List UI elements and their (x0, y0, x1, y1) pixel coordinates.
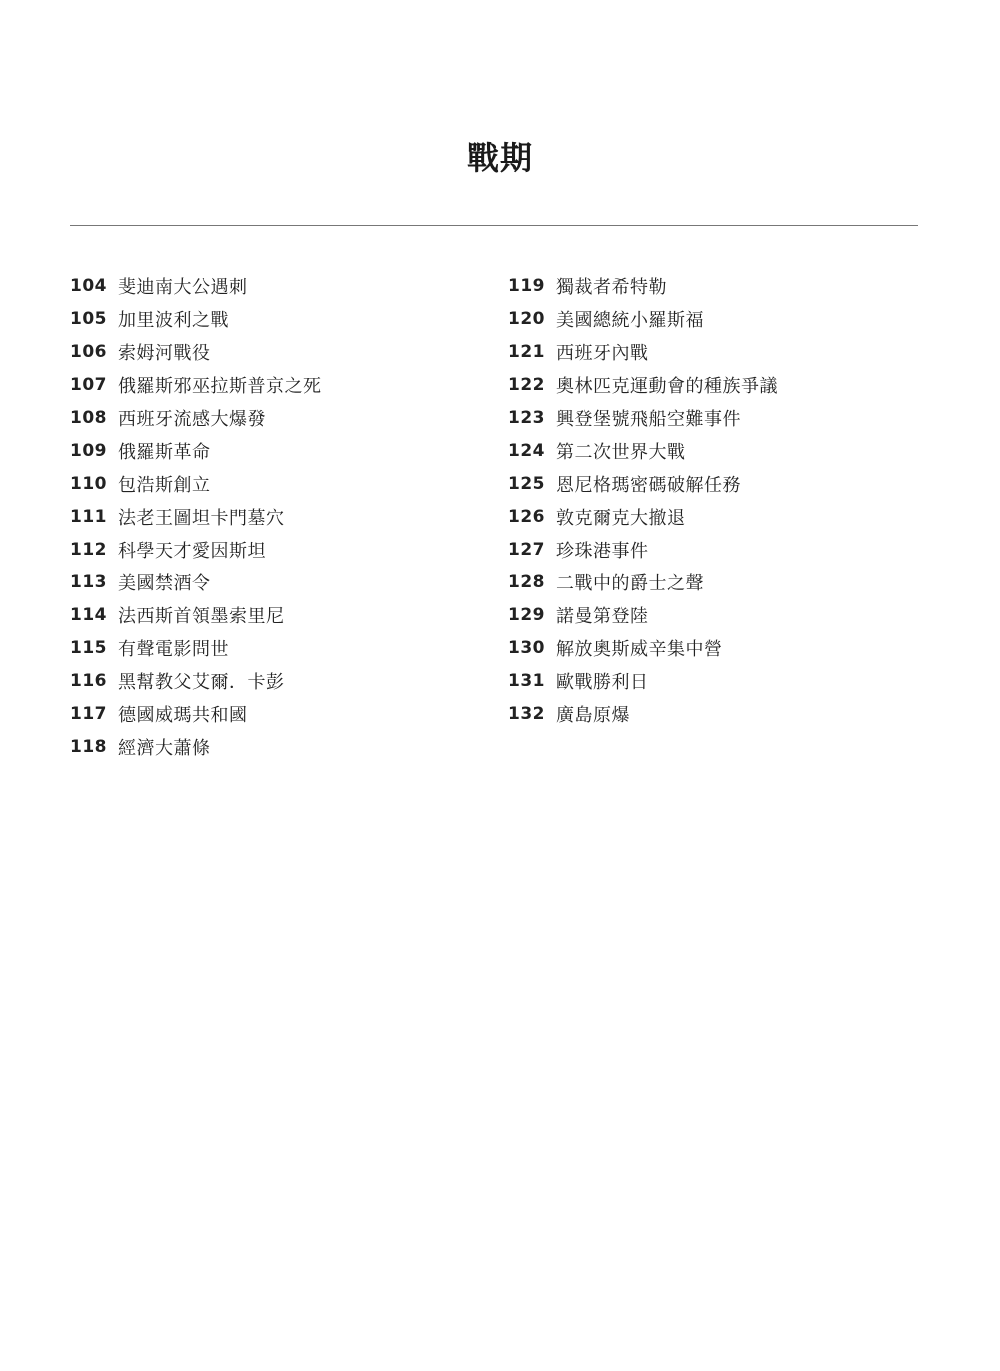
toc-entry (508, 533, 778, 566)
toc-entry-title: 西班牙流感大爆發 (118, 409, 266, 430)
toc-entry (508, 402, 778, 435)
toc-page-number: 107 (70, 375, 107, 396)
toc-entry-title: 二戰中的爵士之聲 (556, 573, 704, 595)
toc-entry (508, 566, 778, 599)
toc-entry-title: 興登堡號飛船空難事件 (556, 409, 741, 430)
toc-entry (70, 467, 322, 500)
toc-page-number: 115 (70, 638, 107, 659)
toc-entry-title: 恩尼格瑪密碼破解任務 (556, 474, 741, 496)
toc-entry (508, 599, 778, 632)
page-title: 戰期 (466, 139, 533, 177)
toc-page-number: 109 (70, 440, 107, 461)
toc-entry-title: 諾曼第登陸 (556, 606, 649, 628)
toc-entry (508, 303, 778, 336)
toc-page-number: 118 (70, 736, 107, 757)
toc-page-number: 127 (508, 539, 545, 560)
toc-entry (70, 336, 322, 369)
toc-entry (70, 369, 322, 402)
toc-page-number: 110 (70, 473, 107, 494)
toc-entry-title: 美國總統小羅斯福 (556, 310, 704, 332)
toc-entry-title: 經濟大蕭條 (118, 737, 211, 759)
toc-page-number: 106 (70, 342, 107, 363)
toc-page-number: 124 (508, 440, 545, 461)
toc-page-number: 111 (70, 506, 107, 527)
toc-entry-title: 俄羅斯革命 (118, 441, 211, 463)
toc-page-number: 117 (70, 704, 107, 725)
toc-page-number: 121 (508, 342, 545, 363)
toc-entry-title: 西班牙內戰 (556, 343, 649, 365)
toc-page-number: 132 (508, 704, 545, 725)
toc-entry-title: 歐戰勝利日 (556, 672, 649, 694)
toc-entry-title: 珍珠港事件 (556, 540, 649, 562)
toc-entry (508, 434, 778, 467)
toc-page-number: 105 (70, 309, 107, 330)
toc-entry (508, 500, 778, 533)
toc-entry (70, 566, 322, 599)
toc-entry-title: 俄羅斯邪巫拉斯普京之死 (118, 376, 322, 398)
toc-entry (508, 369, 778, 402)
toc-page-number: 128 (508, 572, 545, 593)
toc-page-number: 131 (508, 671, 545, 692)
toc-entry-title: 第二次世界大戰 (556, 441, 686, 463)
toc-entry (70, 632, 322, 665)
toc-page-number: 104 (70, 276, 107, 297)
toc-entry (70, 665, 322, 698)
toc-entry (70, 434, 322, 467)
toc-page-number: 114 (70, 605, 107, 626)
toc-entry-title: 黑幫教父艾爾．卡彭 (118, 672, 285, 694)
toc-page-number: 122 (508, 375, 545, 396)
toc-page-number: 119 (508, 276, 545, 297)
toc-page-number: 108 (70, 408, 107, 428)
toc-page-number: 123 (508, 408, 545, 428)
toc-entry-title: 法西斯首領墨索里尼 (118, 606, 285, 628)
toc-entry (70, 533, 322, 566)
toc-entry-title: 法老王圖坦卡門墓穴 (118, 507, 285, 529)
toc-page-number: 129 (508, 605, 545, 626)
toc-entry-title: 解放奧斯威辛集中營 (556, 639, 723, 661)
toc-entry (508, 336, 778, 369)
toc-entry-title: 包浩斯創立 (118, 474, 211, 496)
toc-page-number: 125 (508, 473, 545, 494)
toc-column-left (70, 270, 322, 763)
toc-entry (70, 270, 322, 303)
toc-page-number: 120 (508, 309, 545, 330)
toc-entry-title: 美國禁酒令 (118, 573, 211, 595)
toc-entry-title: 科學天才愛因斯坦 (118, 540, 266, 562)
toc-entry-title: 獨裁者希特勒 (556, 277, 667, 299)
toc-entry (70, 730, 322, 763)
toc-entry (508, 665, 778, 698)
toc-column-right (508, 270, 778, 730)
toc-page-number: 113 (70, 572, 107, 593)
toc-page-number: 126 (508, 506, 545, 527)
toc-entry-title: 加里波利之戰 (118, 310, 229, 332)
title-divider (70, 225, 918, 226)
toc-entry-title: 奧林匹克運動會的種族爭議 (556, 376, 778, 398)
toc-entry-title: 有聲電影問世 (118, 639, 229, 661)
toc-entry (70, 402, 322, 435)
toc-entry (508, 698, 778, 731)
toc-entry (70, 698, 322, 731)
toc-entry (508, 270, 778, 303)
toc-entry (70, 303, 322, 336)
toc-entry (70, 599, 322, 632)
toc-page-number: 112 (70, 539, 107, 560)
toc-entry (70, 500, 322, 533)
toc-entry-title: 德國威瑪共和國 (118, 705, 248, 727)
toc-page-number: 116 (70, 671, 107, 692)
toc-entry-title: 敦克爾克大撤退 (556, 507, 686, 529)
toc-entry (508, 467, 778, 500)
toc-entry-title: 斐迪南大公遇刺 (118, 277, 248, 299)
toc-entry-title: 索姆河戰役 (118, 343, 211, 365)
toc-page-number: 130 (508, 638, 545, 659)
toc-entry-title: 廣島原爆 (556, 705, 630, 727)
toc-entry (508, 632, 778, 665)
